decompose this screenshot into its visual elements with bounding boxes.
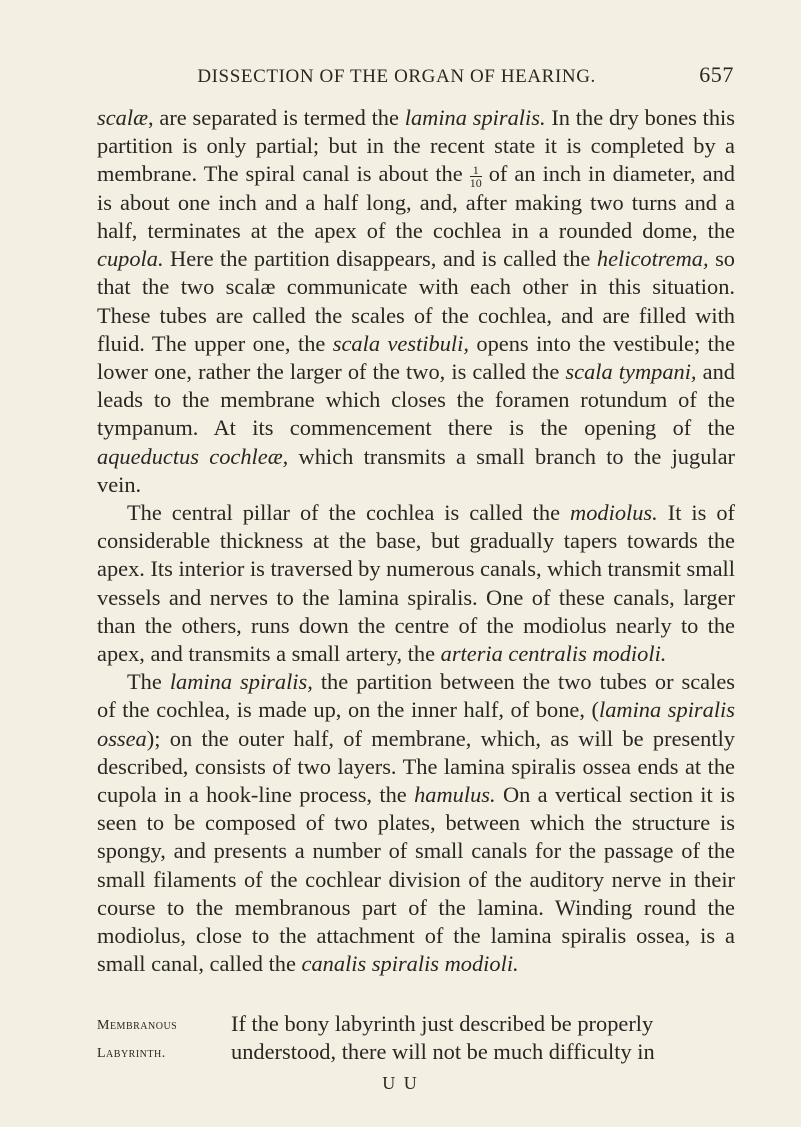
term: helicotrema, xyxy=(596,246,709,272)
text-run: On a vertical section it is seen to be composed of two plates, between which the structure is spongy, and presents a number of small canals for the passage of the small filaments of the cochlear division of the auditory nerve in their course to the membranous part of the lamina. Winding round the modiolus, close to the attachment of the lamina spiralis ossea, is a small canal, called the xyxy=(97,782,735,977)
text-run: The central pillar of the cochlea is called the xyxy=(127,500,571,525)
term: modiolus. xyxy=(570,500,658,525)
text-run: the partition between the two tubes or scales of the cochlea, is made up, on the inner half, of bone, ( xyxy=(97,669,735,723)
text-run: The xyxy=(127,669,170,695)
header-title: DISSECTION OF THE ORGAN OF HEARING. xyxy=(197,66,596,87)
term: arteria centralis modioli. xyxy=(440,641,667,667)
paragraph-4-line-2 xyxy=(97,1038,735,1068)
fraction-numerator: 1 xyxy=(470,164,482,177)
text-run: It is of considerable thickness at the base, but gradually tapers towards the apex. Its interior is traversed by numerous canals, which transmit small vessels and nerves to the lamina spiralis. One of these canals, larger than the others, runs down the centre of the modiolus nearly to the apex, and transmits a small artery, the xyxy=(97,500,735,667)
text-run: ); on the outer half, of membrane, which, as will be presently described, consists of two layers. The lamina spiralis ossea ends at the cupola in a hook-line process, the xyxy=(97,725,735,808)
text-run: If the bony labyrinth just described be properly xyxy=(231,1011,654,1036)
term: lamina spiralis, xyxy=(169,669,313,695)
text-run: understood, there will not be much difficulty in xyxy=(231,1039,655,1064)
paragraph-1 xyxy=(97,104,735,499)
term: lamina spiralis ossea xyxy=(97,697,735,751)
side-label-labyrinth: Labyrinth. xyxy=(97,1046,166,1061)
term: cupola. xyxy=(97,246,164,272)
term: scala vestibuli, xyxy=(332,330,469,356)
text-run: so that the two scalæ communicate with each other in this situation. These tubes are called the scales of the cochlea, and are filled with fluid. The upper one, the xyxy=(97,246,735,356)
fraction xyxy=(470,164,482,189)
text-run: Here the partition disappears, and is called the xyxy=(163,246,597,272)
paragraph-2 xyxy=(97,499,735,668)
term: aqueductus cochleæ, xyxy=(97,443,289,469)
text-run: In the dry bones this partition is only partial; but in the recent state it is completed by a membrane. The spiral canal is about the xyxy=(97,105,735,187)
side-label-membranous: Membranous xyxy=(97,1018,178,1033)
signature-mark: U U xyxy=(382,1073,419,1093)
fraction-denominator: 10 xyxy=(469,175,482,190)
term: scalæ xyxy=(97,105,149,130)
page-number: 657 xyxy=(699,62,734,87)
term: hamulus. xyxy=(414,782,496,808)
text-run: , are separated is termed the xyxy=(148,105,405,130)
text-run: which transmits a small branch to the jugular vein. xyxy=(97,443,736,497)
body-text xyxy=(97,104,735,978)
term: lamina spiralis. xyxy=(404,105,546,130)
paragraph-3 xyxy=(97,668,735,978)
term: scala tympani, xyxy=(565,358,697,384)
term: canalis spiralis modioli. xyxy=(301,951,519,977)
text-run: of an inch in diameter, and is about one inch and a half long, and, after making two turns and a half, terminates at the apex of the cochlea in a rounded dome, the xyxy=(97,161,735,243)
paragraph-4-line-1 xyxy=(97,1010,735,1040)
text-run: and leads to the membrane which closes the foramen rotundum of the tympanum. At its commencement there is the opening of the xyxy=(97,358,735,441)
text-run: opens into the vestibule; the lower one, rather the larger of the two, is called the xyxy=(97,330,736,384)
running-header xyxy=(94,62,734,88)
